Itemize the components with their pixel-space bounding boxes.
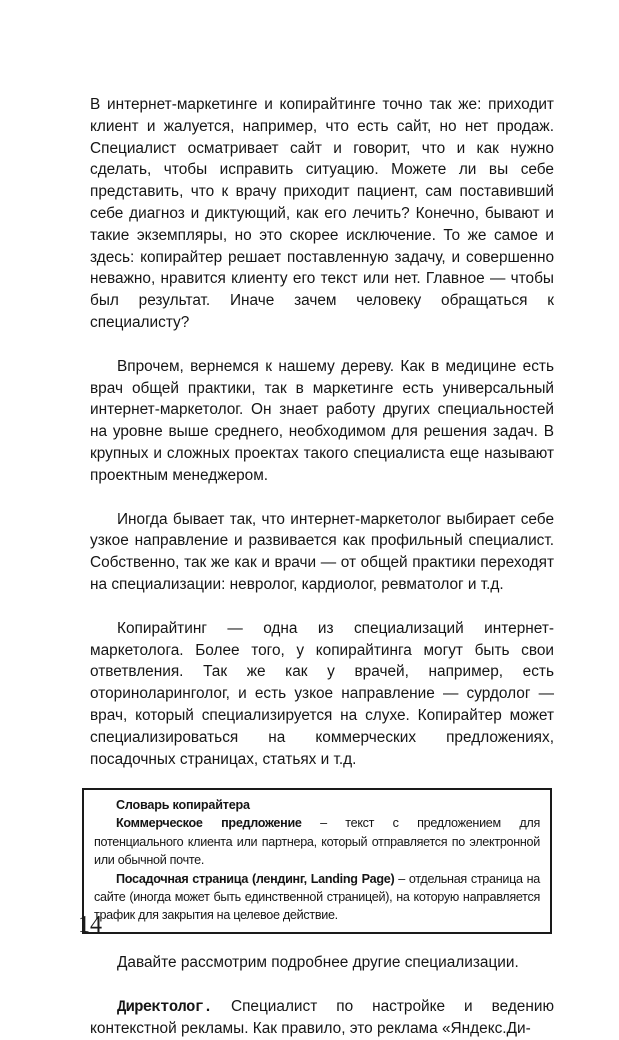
paragraph-intro: В интернет-маркетинге и копирайтинге точно так же: приходит клиент и жалуется, например, что есть сайт, но нет продаж. Специалист осматривает сайт и говорит, что и как нужно сделать, чтобы исправить ситуацию. Можете ли вы себе представить, что к врачу приходит пациент, сам поставивший себе диагноз и диктующий, как его лечить? Конечно, бывают и такие экземпляры, но это скорее исключение. То же самое и здесь: копирайтер решает поставленную задачу, и совершенно неважно, нравится клиенту его текст или нет. Главное — чтобы был результат. Иначе зачем человеку обращаться к специалисту? [90, 96, 554, 331]
glossary-definition: – отдельная страница на сайте (иногда может быть единственной страницей), на которую направляется трафик для закрытия на целевое действие. [94, 871, 540, 923]
paragraph-narrow-direction: Иногда бывает так, что интернет-маркетолог выбирает себе узкое направление и развивается как профильный специалист. Собственно, так же как и врачи — от общей практики переходят на специализации: невролог, кардиолог, ревматолог и т.д. [90, 510, 554, 593]
direktolog-text: Специалист по настройке и ведению контекстной рекламы. Как правило, это реклама «Яндекс.Ди- [90, 997, 554, 1038]
paragraph-other-specializations: Давайте рассмотрим подробнее другие специализации. [117, 953, 519, 971]
paragraph-direktolog [90, 996, 554, 1040]
page-number: 14 [78, 912, 102, 938]
glossary-box [82, 788, 552, 933]
glossary-entry [94, 870, 540, 925]
paragraph-copywriting: Копирайтинг — одна из специализаций интернет-маркетолога. Более того, у копирайтинга могут быть свои ответвления. Так же как у врачей, например, есть оториноларинголог, и есть узкое направление — сурдолог — врач, который специализируется на слухе. Копирайтер может специализироваться на коммерческих предложениях, посадочных страницах, статьях и т.д. [90, 619, 554, 768]
paragraph-tree: Впрочем, вернемся к нашему дереву. Как в медицине есть врач общей практики, так в маркетинге есть универсальный интернет-маркетолог. Он знает работу других специальностей на уровне выше среднего, необходимом для решения задач. В крупных и сложных проектах такого специалиста еще называют проектным менеджером. [90, 357, 554, 484]
page-body [90, 94, 554, 1040]
glossary-term: Коммерческое предложение [116, 816, 302, 831]
glossary-title: Словарь копирайтера [116, 798, 250, 813]
glossary-definition: – текст с предложением для потенциального клиента или партнера, который отправляется по электронной или обычной почте. [94, 816, 540, 868]
glossary-entry [94, 814, 540, 869]
term-direktolog: Директолог. [117, 997, 212, 1016]
glossary-term: Посадочная страница (лендинг, Landing Page) [116, 871, 395, 886]
